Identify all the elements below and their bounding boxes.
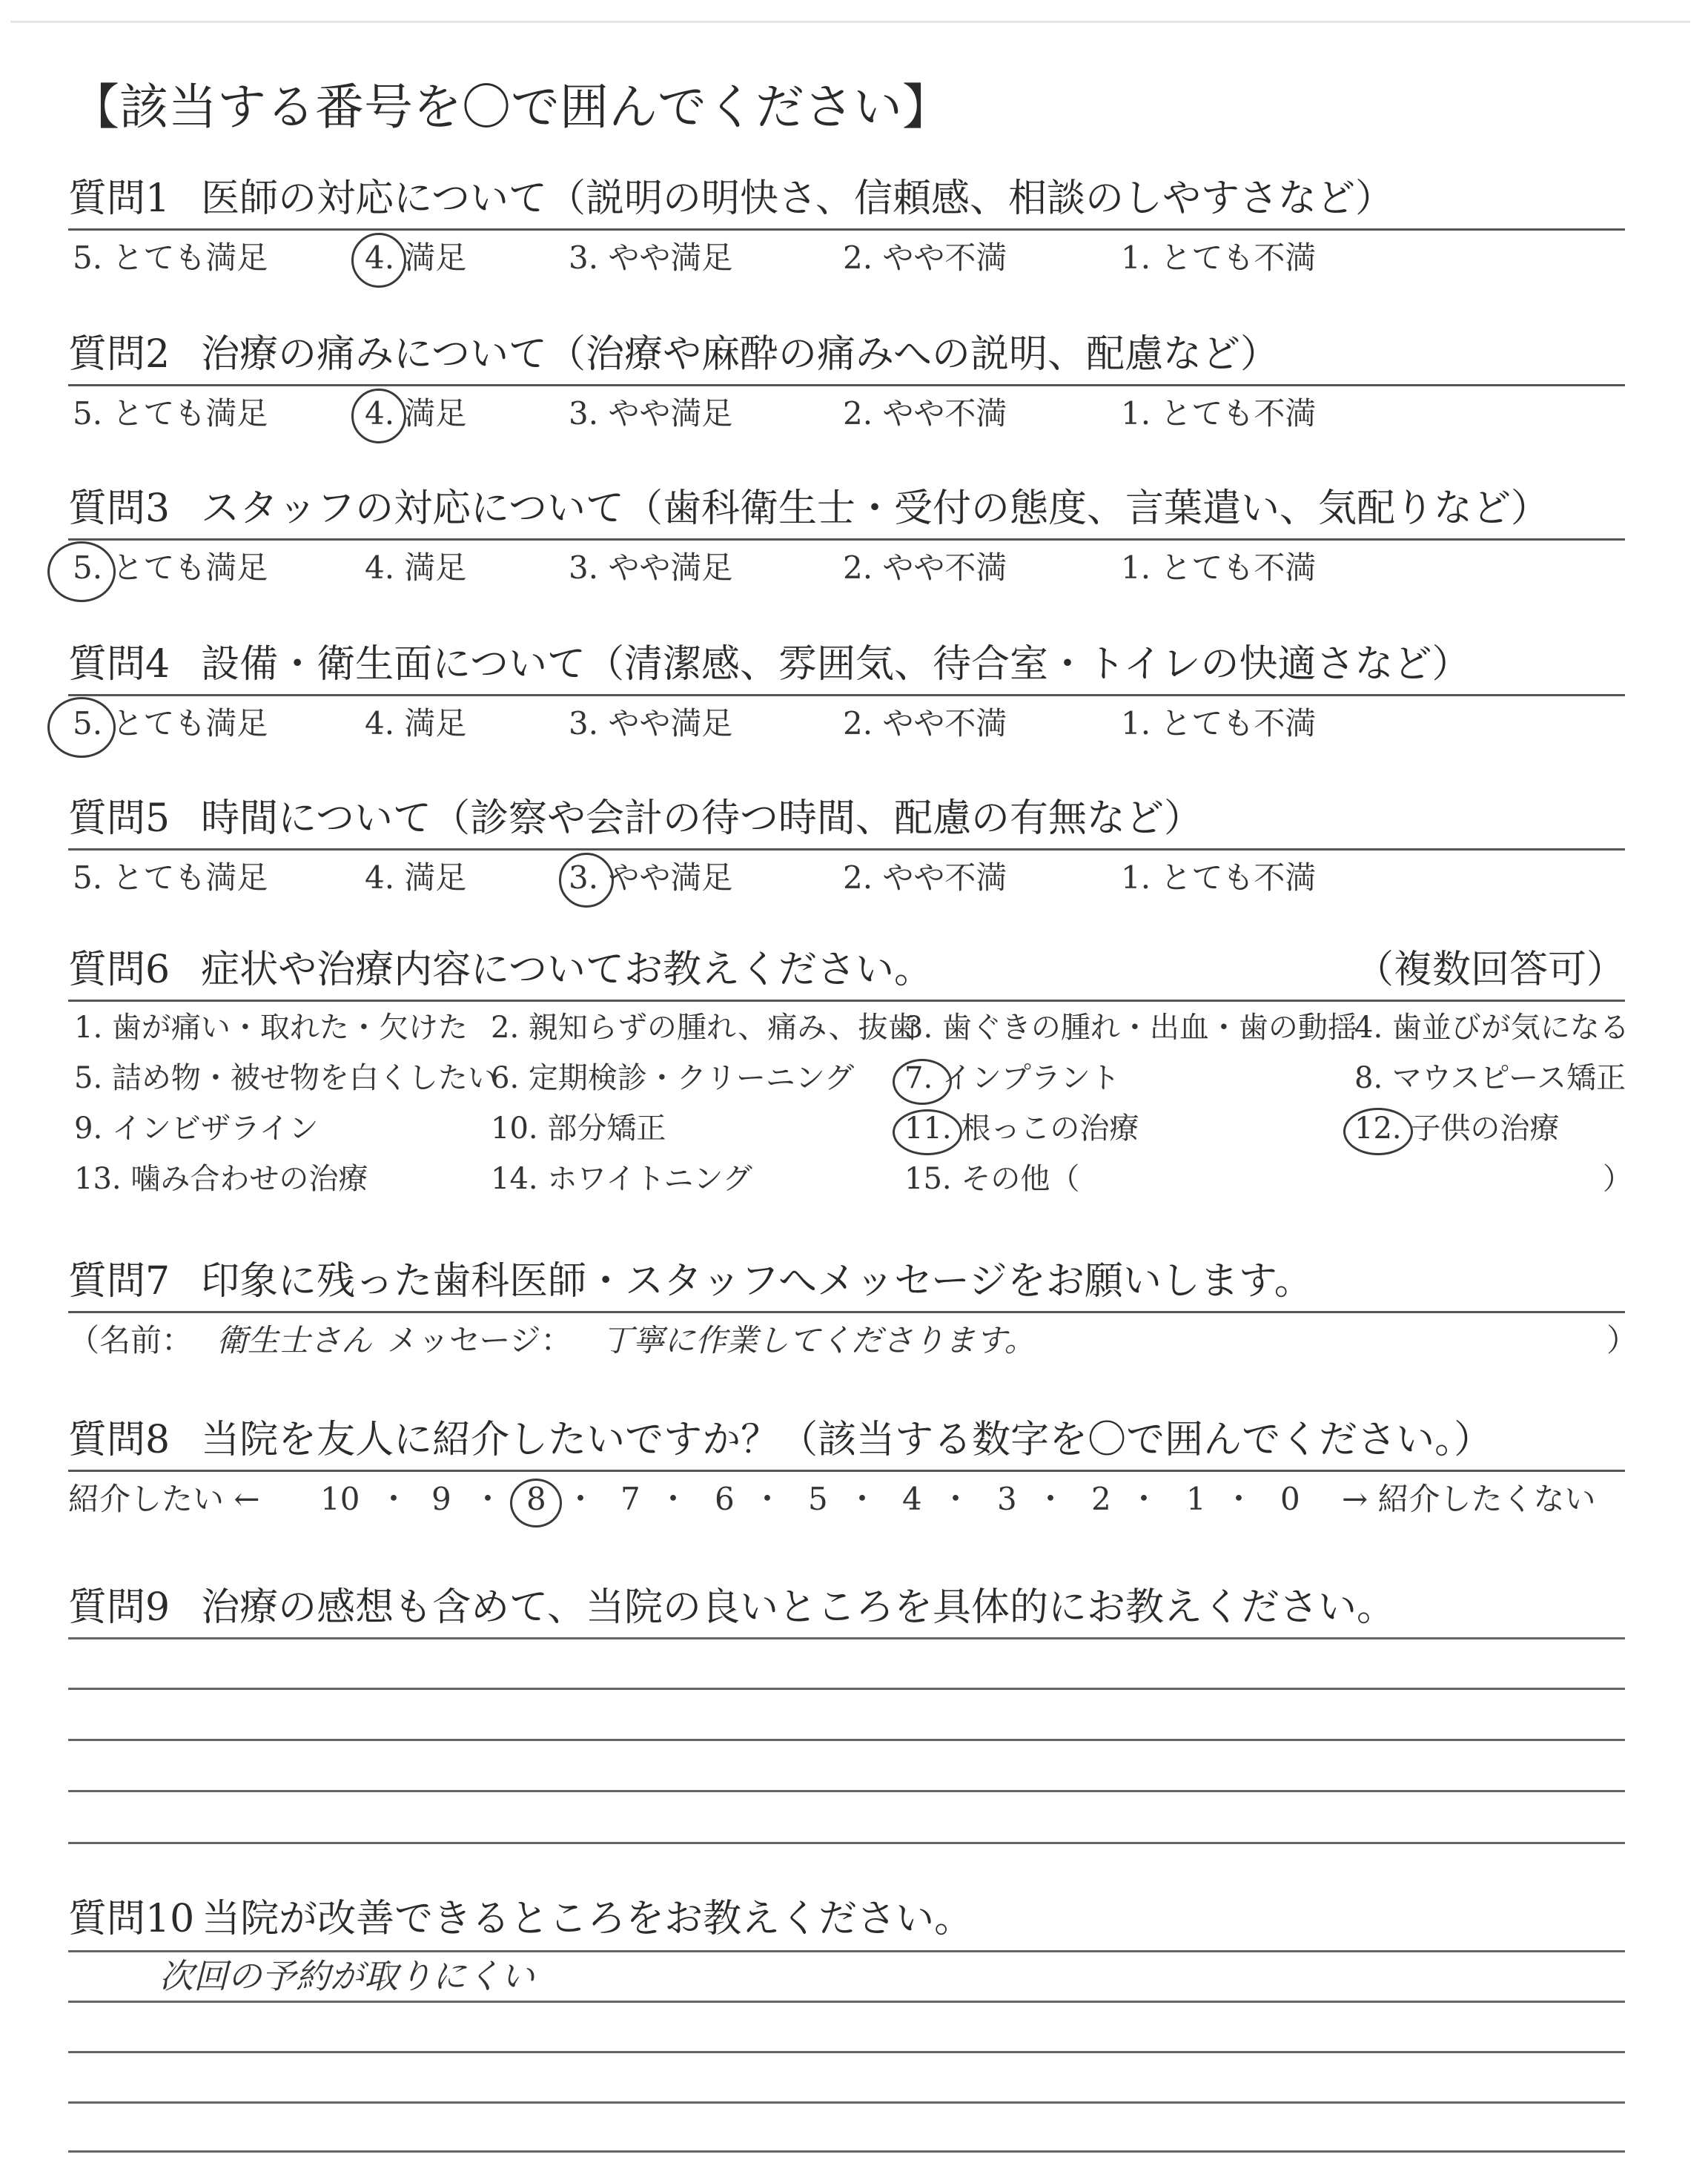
option-1[interactable]: 1. とても不満 [1121,549,1317,586]
message-value[interactable]: 丁寧に作業してくださります。 [602,1322,1036,1358]
instruction-heading: 【該当する番号を〇で囲んでください】 [70,79,951,136]
question-text: 当院が改善できるところをお教えください。 [202,1897,973,1941]
rating-options [68,384,1625,443]
top-border [10,21,1690,23]
symptom-option[interactable]: 8. マウスピース矯正 [1354,1061,1626,1095]
rating-options [68,228,1625,288]
symptom-option[interactable]: 1. 歯が痛い・取れた・欠けた [74,1011,468,1045]
symptom-option[interactable]: 7. インプラント [904,1061,1120,1095]
scale-separator: ・ [1128,1481,1160,1517]
answer-line [68,1688,1625,1690]
answer-line [68,1790,1625,1792]
question-number: 質問1 [68,176,171,221]
option-2[interactable]: 2. やや不満 [843,240,1007,276]
scale-left-label: 紹介したい ← [68,1481,260,1517]
scale-value[interactable]: 10 [320,1481,360,1517]
question-number: 質問7 [68,1259,171,1304]
recommend-scale [68,1470,1625,1529]
selected-circle [893,1059,952,1105]
scale-separator: ・ [940,1481,972,1517]
question-5 [68,790,1625,908]
scale-separator: ・ [1223,1481,1255,1517]
answer-line [68,1739,1625,1741]
symptom-option[interactable]: 9. インビザライン [74,1112,319,1146]
selected-circle [510,1479,562,1527]
question-text: 印象に残った歯科医師・スタッフへメッセージをお願いします。 [201,1259,1313,1304]
symptom-options [68,1000,1632,1215]
symptom-option[interactable]: 11. 根っこの治療 [904,1112,1139,1146]
scale-value[interactable]: 8 [526,1481,546,1517]
scale-separator: ・ [1035,1481,1067,1517]
question-6 [68,942,1632,1215]
symptom-option[interactable]: 5. 詰め物・被せ物を白くしたい [74,1061,497,1095]
symptom-option[interactable]: 3. 歯ぐきの腫れ・出血・歯の動揺 [904,1011,1357,1045]
question-text: 治療の痛みについて（治療や麻酔の痛みへの説明、配慮など） [201,332,1280,377]
option-5[interactable]: 5. とても満足 [73,705,268,742]
rating-options [68,538,1625,598]
question-7 [68,1253,1638,1370]
question-number: 質問8 [68,1418,171,1462]
answer-line [68,1637,1625,1639]
answer-line [68,2150,1625,2153]
selected-circle [47,541,116,602]
name-value[interactable]: 衛生士さん [216,1322,373,1358]
selected-circle [351,389,406,443]
improvement-answer[interactable]: 次回の予約が取りにくい [159,1956,534,1996]
option-5[interactable]: 5. とても満足 [73,859,268,896]
scale-value[interactable]: 1 [1186,1481,1206,1517]
symptom-option[interactable]: 6. 定期検診・クリーニング [491,1061,855,1095]
multiple-answer-note: （複数回答可） [1354,948,1625,992]
scale-value[interactable]: 5 [808,1481,828,1517]
question-number: 質問5 [68,796,171,841]
option-4[interactable]: 4. 満足 [365,705,467,742]
question-text: 医師の対応について（説明の明快さ、信頼感、相談のしやすさなど） [201,176,1394,221]
scale-value[interactable]: 3 [997,1481,1017,1517]
question-number: 質問6 [68,948,171,992]
option-2[interactable]: 2. やや不満 [843,705,1007,742]
selected-circle [559,853,614,908]
selected-circle [47,697,116,758]
symptom-option[interactable]: 10. 部分矯正 [491,1112,666,1146]
question-text: 設備・衛生面について（清潔感、雰囲気、待合室・トイレの快適さなど） [201,642,1471,687]
message-line [68,1311,1638,1370]
option-3[interactable]: 3. やや満足 [569,395,733,432]
answer-line [68,1842,1625,1844]
question-text: 治療の感想も含めて、当院の良いところを具体的にお教えください。 [201,1585,1396,1630]
symptom-option-other[interactable]: 15. その他（ [904,1162,1080,1196]
message-close-paren: ） [1606,1322,1638,1358]
question-number: 質問2 [68,332,171,377]
scale-value[interactable]: 9 [431,1481,451,1517]
scale-separator: ・ [658,1481,689,1517]
scale-separator: ・ [472,1481,504,1517]
rating-options [68,694,1625,753]
question-number: 質問3 [68,486,171,531]
option-3[interactable]: 3. やや満足 [569,705,733,742]
option-5[interactable]: 5. とても満足 [73,395,268,432]
symptom-option[interactable]: 12. 子供の治療 [1354,1112,1560,1146]
symptom-option[interactable]: 14. ホワイトニング [491,1162,752,1196]
symptom-option[interactable]: 13. 噛み合わせの治療 [74,1162,368,1196]
option-1[interactable]: 1. とても不満 [1121,859,1317,896]
option-3[interactable]: 3. やや満足 [569,859,733,896]
question-text: 当院を友人に紹介したいですか？（該当する数字を〇で囲んでください。） [201,1418,1493,1462]
question-text: スタッフの対応について（歯科衛生士・受付の態度、言葉遣い、気配りなど） [201,486,1550,531]
question-10 [68,1891,1625,1949]
option-1[interactable]: 1. とても不満 [1121,395,1317,432]
option-1[interactable]: 1. とても不満 [1121,705,1317,742]
option-4[interactable]: 4. 満足 [365,549,467,586]
rating-options [68,848,1625,908]
scale-separator: ・ [752,1481,784,1517]
selected-circle [1343,1108,1413,1155]
selected-circle [351,233,406,288]
scale-right-label: → 紹介したくない [1342,1481,1596,1517]
question-text: 時間について（診察や会計の待つ時間、配慮の有無など） [201,796,1203,841]
symptom-option[interactable]: 4. 歯並びが気になる [1354,1011,1629,1045]
scale-separator: ・ [378,1481,410,1517]
option-3[interactable]: 3. やや満足 [569,240,733,276]
scale-separator: ・ [565,1481,597,1517]
question-text: 症状や治療内容についてお教えください。 [201,948,933,992]
symptom-option[interactable]: 2. 親知らずの腫れ、痛み、抜歯 [491,1011,918,1045]
message-label: メッセージ： [387,1322,572,1358]
question-4 [68,636,1625,753]
question-number: 質問9 [68,1585,171,1630]
scale-value[interactable]: 4 [902,1481,922,1517]
name-label: （名前： [68,1322,193,1358]
scale-value[interactable]: 7 [620,1481,640,1517]
scale-separator: ・ [847,1481,878,1517]
option-5[interactable]: 5. とても満足 [73,240,268,276]
option-4[interactable]: 4. 満足 [365,395,467,432]
answer-line [68,2101,1625,2104]
option-2[interactable]: 2. やや不満 [843,549,1007,586]
question-3 [68,480,1625,598]
scale-value[interactable]: 2 [1091,1481,1111,1517]
option-4[interactable]: 4. 満足 [365,240,467,276]
answer-line [68,2001,1625,2003]
scale-value[interactable]: 6 [715,1481,735,1517]
option-2[interactable]: 2. やや不満 [843,395,1007,432]
scale-value[interactable]: 0 [1280,1481,1300,1517]
option-1[interactable]: 1. とても不満 [1121,240,1317,276]
other-close-paren: ） [1603,1162,1632,1196]
option-3[interactable]: 3. やや満足 [569,549,733,586]
question-8 [68,1412,1625,1529]
question-1 [68,171,1625,288]
answer-line [68,2051,1625,2053]
question-number: 質問10 [68,1897,195,1941]
question-number: 質問4 [68,642,171,687]
question-9 [68,1579,1625,1637]
question-2 [68,326,1625,443]
option-5[interactable]: 5. とても満足 [73,549,268,586]
option-2[interactable]: 2. やや不満 [843,859,1007,896]
selected-circle [893,1109,962,1155]
option-4[interactable]: 4. 満足 [365,859,467,896]
